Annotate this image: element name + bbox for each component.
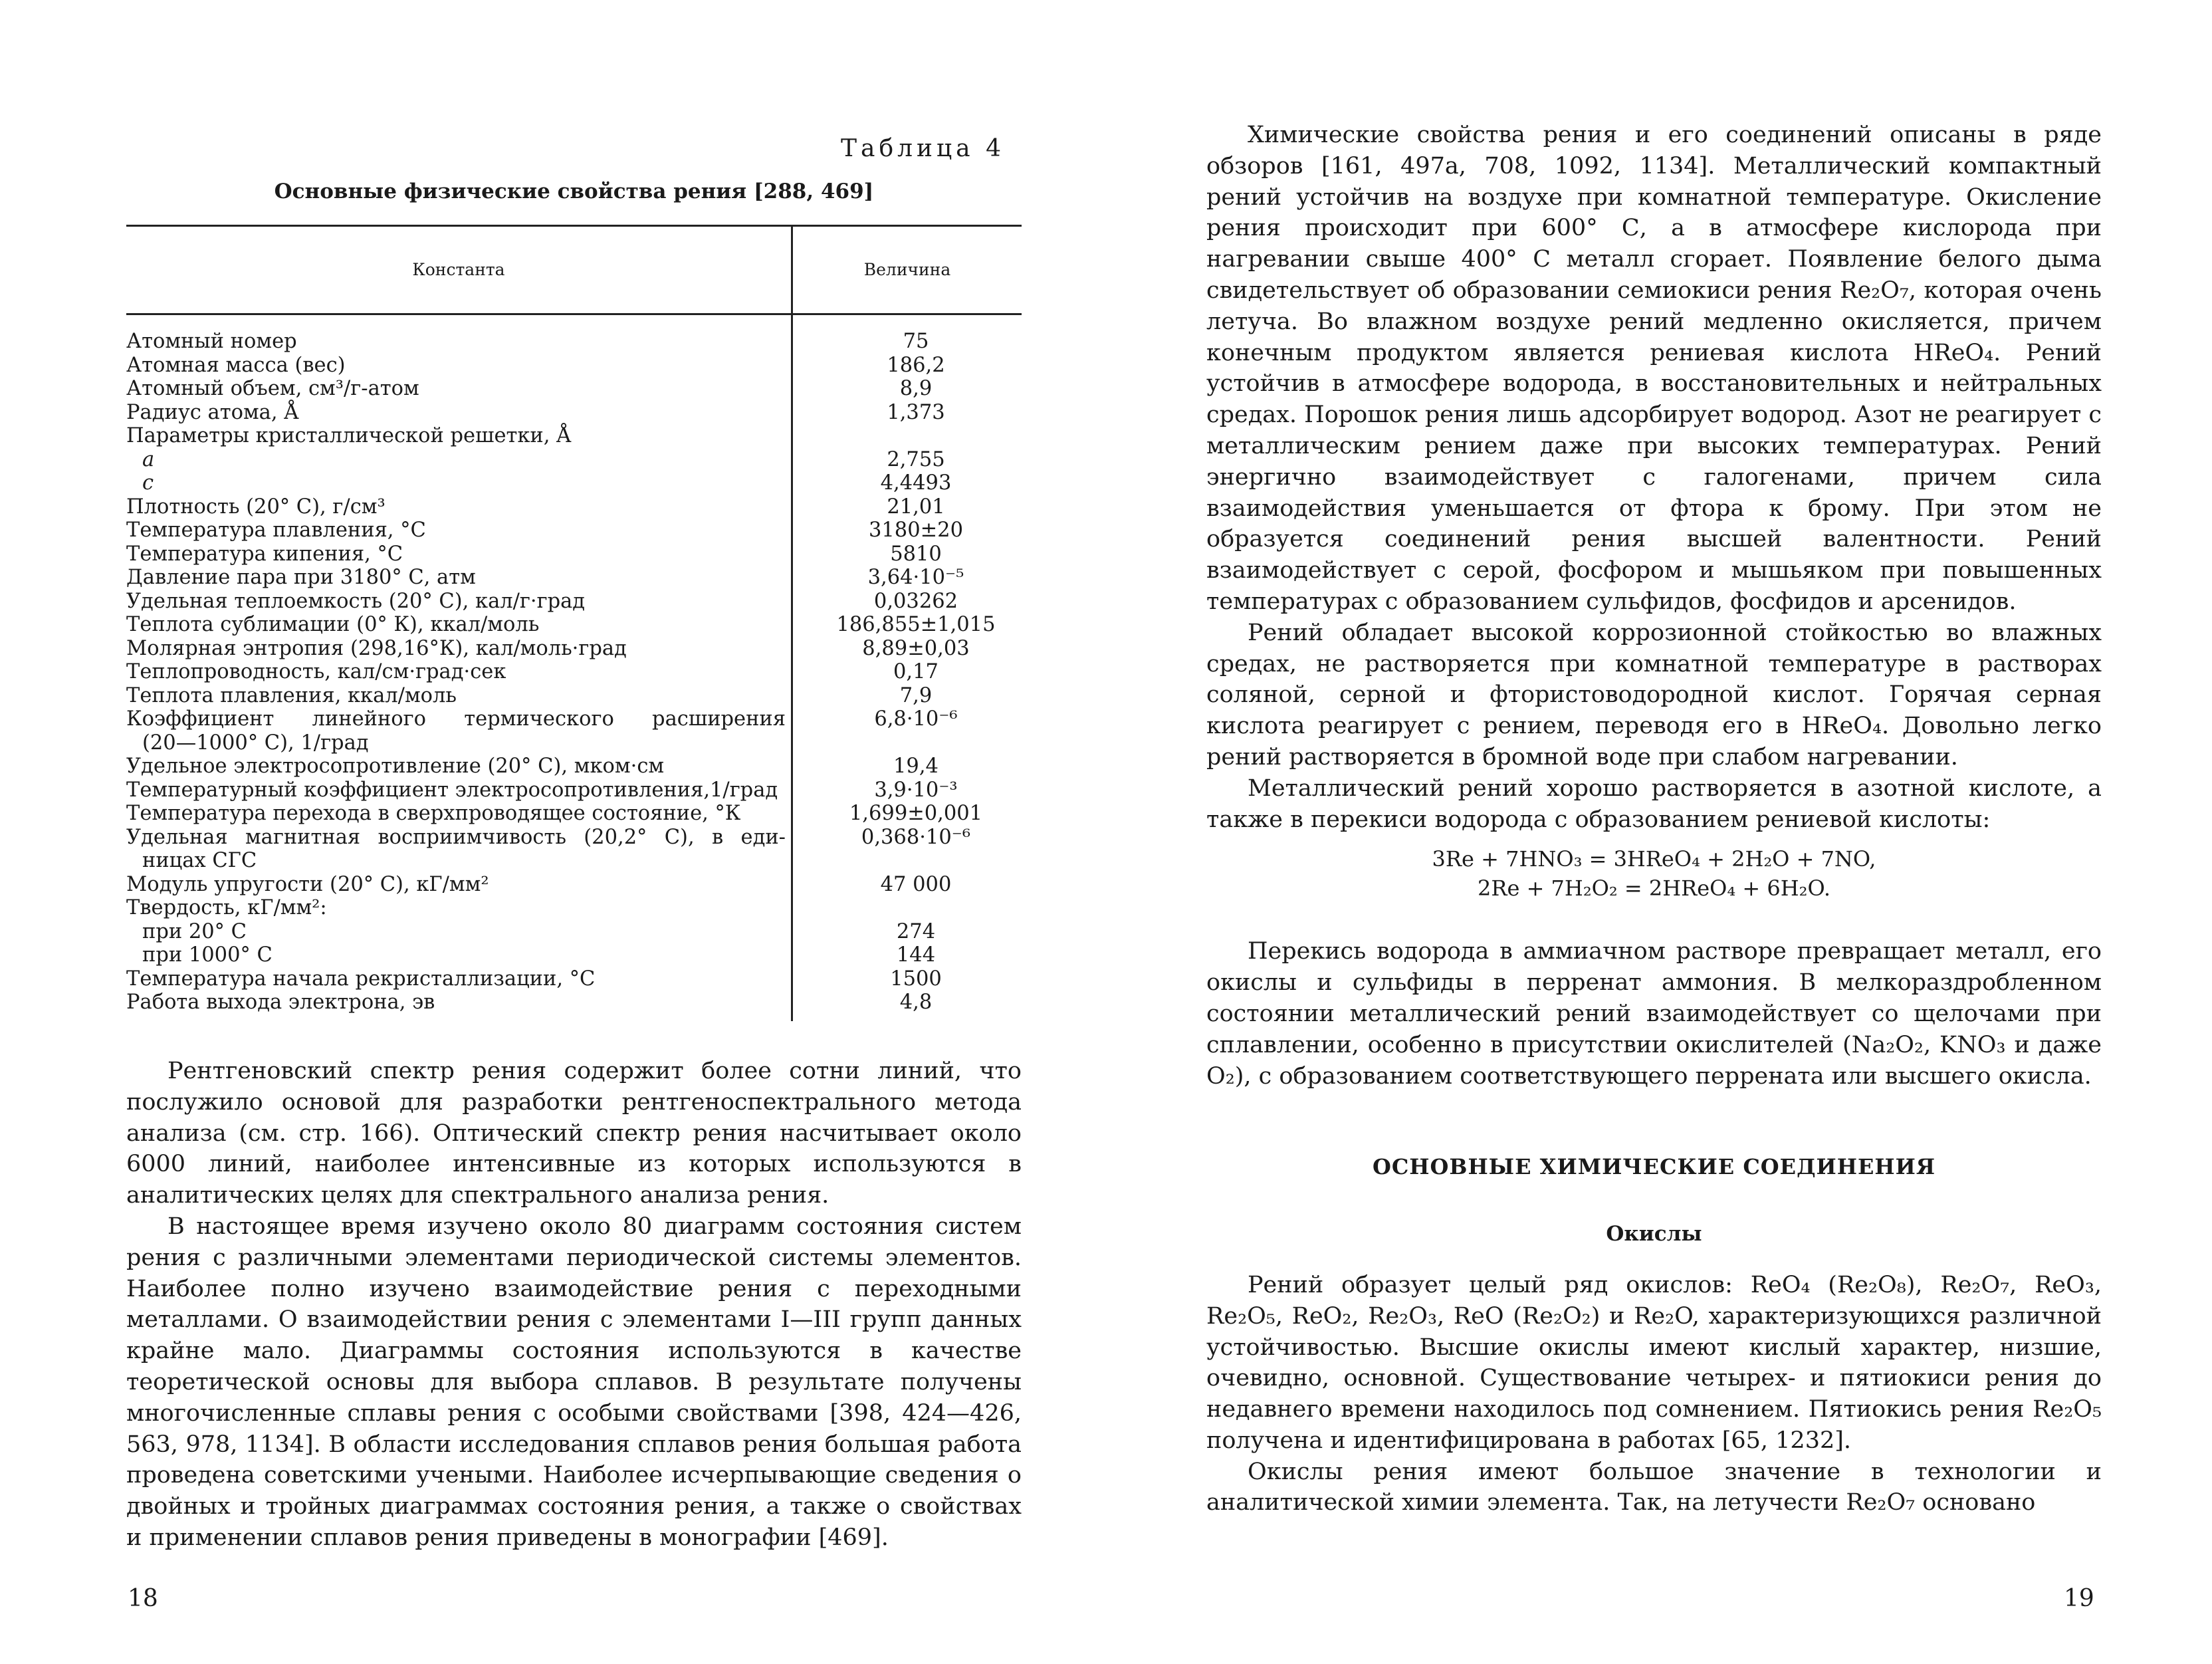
row-label: Параметры кристаллической решетки, Å — [126, 424, 792, 448]
column-header-value: Величина — [792, 226, 1022, 314]
row-label — [126, 471, 792, 495]
row-label: ницах СГС — [126, 849, 792, 873]
table-label: Таблица 4 — [841, 135, 1005, 162]
table-row — [126, 684, 1022, 708]
section-heading: ОСНОВНЫЕ ХИМИЧЕСКИЕ СОЕДИНЕНИЯ — [1372, 1154, 1936, 1180]
row-value — [792, 896, 1022, 920]
table-row — [126, 778, 1022, 802]
paragraph: Рений образует целый ряд окислов: ReO₄ (Re₂O₈), Re₂O₇, ReO₃, Re₂O₅, ReO₂, Re₂O₃, ReO (Re₂O₂) и Re₂O, характеризующихся различной устойчивостью. Высшие окислы имеют кислый характер, низшие, очевидно, основной. Существование четырех- и пятиокиси рения до недавнего времени находилось под сомнением. Пятиокись рения Re₂O₅ получена и идентифицирована в работах [65, 1232]. — [1206, 1271, 2102, 1454]
row-value: 0,368·10⁻⁶ — [861, 825, 971, 849]
row-label: Теплота плавления, ккал/моль — [126, 684, 792, 708]
row-value: 186,855±1,015 — [836, 613, 996, 636]
row-value: 8,89±0,03 — [862, 636, 970, 660]
row-value: 274 — [896, 919, 936, 943]
row-value: 3,9·10⁻³ — [874, 778, 958, 802]
table-row — [126, 896, 1022, 920]
table-row — [126, 354, 1022, 378]
row-label: Молярная энтропия (298,16°К), кал/моль·град — [126, 637, 792, 661]
row-value: 0,17 — [893, 660, 939, 683]
row-value: 186,2 — [887, 353, 945, 377]
column-header-constant: Константа — [126, 226, 792, 314]
table-row — [126, 755, 1022, 778]
row-label: при 1000° С — [126, 943, 792, 967]
row-label-italic: c — [142, 471, 154, 495]
table-row — [126, 802, 1022, 826]
row-value: 47 000 — [880, 872, 952, 896]
row-value: 1500 — [890, 967, 942, 991]
row-label: Работа выхода электрона, эв — [126, 991, 792, 1021]
paragraph: Металлический рений хорошо растворяется в азотной кислоте, а также в перекиси водорода с образованием рениевой кислоты: — [1206, 774, 2102, 833]
row-value: 0,03262 — [873, 589, 958, 613]
row-label: Атомный номер — [126, 314, 792, 354]
table-row — [126, 424, 1022, 448]
row-label: Плотность (20° С), г/см³ — [126, 495, 792, 519]
sub-heading: Окислы — [1606, 1222, 1702, 1247]
table-row — [126, 967, 1022, 991]
paragraph: Перекись водорода в аммиачном растворе превращает металл, его окислы и сульфиды в перренат аммония. В мелкораздробленном состоянии металлический рений взаимодействует со щелочами при сплавлении, особенно в присутствии окислителей (Na₂O₂, KNO₃ и даже O₂), с образованием соответствующего перрената или высшего окисла. — [1206, 938, 2102, 1090]
table-row — [126, 943, 1022, 967]
right-page — [1106, 0, 2212, 1664]
table-row — [126, 637, 1022, 661]
table-row — [126, 849, 1022, 873]
paragraph: В настоящее время изучено около 80 диаграмм состояния систем рения с различными элементами периодической системы элементов. Наиболее полно изучено взаимодействие рения с переходными металлами. О взаимодействии рения с элементами I—III групп данных крайне мало. Диаграммы состояния используются в качестве теоретической основы для выбора сплавов. В результате получены многочисленные сплавы рения с особыми свойствами [398, 424—426, 563, 978, 1134]. В области исследования сплавов рения большая работа проведена советскими учеными. Наиболее исчерпывающие сведения о двойных и тройных диаграммах состояния рения, а также о свойствах и применении сплавов рения приведены в монографии [469]. — [126, 1213, 1022, 1551]
paragraph: Рений обладает высокой коррозионной стойкостью во влажных средах, не растворяется при комнатной температуре в растворах соляной, серной и фтористоводородной кислот. Горячая серная кислота реагирует с рением, переводя его в HReO₄. Довольно легко рений растворяется в бромной воде при слабом нагревании. — [1206, 619, 2102, 771]
row-label: Атомный объем, см³/г-атом — [126, 377, 792, 401]
row-label: Удельная магнитная восприимчивость (20,2° С), в еди- — [126, 826, 792, 850]
row-label: Температура начала рекристаллизации, °С — [126, 967, 792, 991]
table-row — [126, 590, 1022, 614]
table-row — [126, 731, 1022, 755]
row-value: 1,699±0,001 — [849, 802, 983, 825]
row-label: Удельное электросопротивление (20° С), мком·см — [126, 755, 792, 778]
table-title: Основные физические свойства рения [288, 469] — [274, 179, 874, 203]
equation: 3Re + 7HNO₃ = 3HReO₄ + 2H₂O + 7NO, — [1432, 846, 1876, 872]
table-row — [126, 377, 1022, 401]
properties-table — [126, 225, 1022, 1021]
equations — [1206, 844, 2102, 903]
row-value: 6,8·10⁻⁶ — [874, 707, 958, 731]
row-value: 3180±20 — [869, 519, 963, 542]
row-value: 2,755 — [887, 447, 945, 471]
row-label: Твердость, кГ/мм²: — [126, 896, 792, 920]
table-row — [126, 495, 1022, 519]
row-label: Температурный коэффициент электросопротивления,1/град — [126, 778, 792, 802]
page-number: 18 — [128, 1585, 158, 1612]
row-label: Температура перехода в сверхпроводящее состояние, °К — [126, 802, 792, 826]
table-row — [126, 707, 1022, 731]
table-row — [126, 566, 1022, 590]
row-label: Радиус атома, Å — [126, 401, 792, 425]
row-value: 7,9 — [899, 683, 933, 707]
row-label — [126, 448, 792, 472]
left-body-text — [126, 1056, 1022, 1554]
row-label: Атомная масса (вес) — [126, 354, 792, 378]
row-value: 75 — [903, 330, 929, 353]
table-row — [126, 519, 1022, 542]
row-label: (20—1000° С), 1/град — [126, 731, 792, 755]
row-label-italic: a — [142, 447, 155, 471]
row-value: 3,64·10⁻⁵ — [867, 566, 964, 589]
table-row — [126, 542, 1022, 566]
row-value: 144 — [896, 943, 936, 967]
row-value — [792, 424, 1022, 448]
paragraph: Рентгеновский спектр рения содержит более сотни линий, что послужило основой для разработки рентгеноспектрального метода анализа (см. стр. 166). Оптический спектр рения насчитывает около 6000 линий, наиболее интенсивные из которых используются в аналитических целях для спектрального анализа рения. — [126, 1058, 1022, 1209]
table-row — [126, 471, 1022, 495]
row-label: Теплота сублимации (0° К), ккал/моль — [126, 613, 792, 637]
table-row — [126, 826, 1022, 850]
row-value: 5810 — [890, 542, 942, 566]
paragraph: Химические свойства рения и его соединений описаны в ряде обзоров [161, 497а, 708, 1092, 1134]. Металлический компактный рений устойчив на воздухе при комнатной температуре. Окисление рения происходит при 600° С, а в атмосфере кислорода при нагревании свыше 400° С металл сгорает. Появление белого дыма свидетельствует об образовании семиокиси рения Re₂O₇, которая очень летуча. Во влажном воздухе рений медленно окисляется, причем конечным продуктом является рениевая кислота HReO₄. Рений устойчив в атмосфере водорода, в восстановительных и нейтральных средах. Порошок рения лишь адсорбирует водород. Азот не реагирует с металлическим рением даже при высоких температурах. Рений энергично взаимодействует с галогенами, причем сила взаимодействия уменьшается от фтора к брому. При этом не образуется соединений рения высшей валентности. Рений взаимодействует с серой, фосфором и мышьяком при повышенных температурах с образованием сульфидов, фосфидов и арсенидов. — [1206, 122, 2102, 615]
row-label: Коэффициент линейного термического расширения — [126, 707, 792, 731]
row-value: 8,9 — [899, 377, 933, 400]
row-label: Давление пара при 3180° С, атм — [126, 566, 792, 590]
table-row — [126, 613, 1022, 637]
row-value: 1,373 — [887, 400, 945, 424]
table-row — [126, 991, 1022, 1021]
row-value — [792, 849, 1022, 873]
row-value — [792, 731, 1022, 755]
row-label: Удельная теплоемкость (20° С), кал/г·град — [126, 590, 792, 614]
table-row — [126, 920, 1022, 944]
row-label: Температура кипения, °С — [126, 542, 792, 566]
page-number: 19 — [2064, 1585, 2094, 1612]
table-row — [126, 660, 1022, 684]
table-row — [126, 448, 1022, 472]
row-label: Модуль упругости (20° С), кГ/мм² — [126, 873, 792, 897]
paragraph: Окислы рения имеют большое значение в технологии и аналитической химии элемента. Так, на летучести Re₂O₇ основано — [1206, 1458, 2102, 1516]
table-row — [126, 314, 1022, 354]
table-row — [126, 873, 1022, 897]
row-value: 4,4493 — [880, 471, 952, 495]
row-label: при 20° С — [126, 920, 792, 944]
row-label: Температура плавления, °С — [126, 519, 792, 542]
row-label: Теплопроводность, кал/см·град·сек — [126, 660, 792, 684]
row-value: 19,4 — [893, 755, 939, 778]
row-value: 21,01 — [887, 495, 945, 519]
equation: 2Re + 7H₂O₂ = 2HReO₄ + 6H₂O. — [1478, 876, 1830, 901]
table-row — [126, 401, 1022, 425]
right-body-text — [1206, 120, 2102, 1518]
row-value: 4,8 — [899, 991, 933, 1014]
